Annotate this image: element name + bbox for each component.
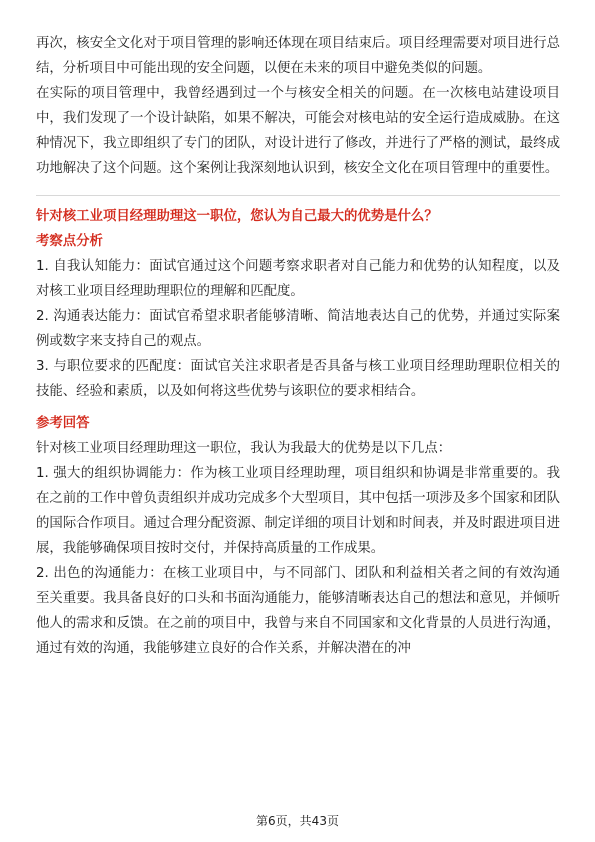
section-divider xyxy=(36,195,560,196)
body-paragraph: 再次，核安全文化对于项目管理的影响还体现在项目结束后。项目经理需要对项目进行总结，分析项目中可能出现的安全问题，以便在未来的项目中避免类似的问题。 xyxy=(36,36,560,76)
page-content xyxy=(36,31,560,661)
interview-question: 针对核工业项目经理助理这一职位，您认为自己最大的优势是什么？ xyxy=(36,209,438,224)
answer-item: 1. 强大的组织协调能力：作为核工业项目经理助理，项目组织和协调是非常重要的。我在之前的工作中曾负责组织并成功完成多个大型项目，其中包括一项涉及多个国家和团队的国际合作项目。通过合理分配资源、制定详细的项目计划和时间表，并及时跟进项目进展，我能够确保项目按时交付，并保持高质量的工作成果。 xyxy=(36,466,560,556)
answer-heading: 参考回答 xyxy=(36,416,90,431)
analysis-heading: 考察点分析 xyxy=(36,234,103,249)
page-number: 第6页，共43页 xyxy=(256,814,339,828)
analysis-item: 1. 自我认知能力：面试官通过这个问题考察求职者对自己能力和优势的认知程度，以及对核工业项目经理助理职位的理解和匹配度。 xyxy=(36,259,560,299)
body-paragraph: 在实际的项目管理中，我曾经遇到过一个与核安全相关的问题。在一次核电站建设项目中，我们发现了一个设计缺陷，如果不解决，可能会对核电站的安全运行造成威胁。在这种情况下，我立即组织了专门的团队，对设计进行了修改，并进行了严格的测试，最终成功地解决了这个问题。这个案例让我深刻地认识到，核安全文化在项目管理中的重要性。 xyxy=(36,86,560,176)
answer-item: 针对核工业项目经理助理这一职位，我认为我最大的优势是以下几点： xyxy=(36,441,452,456)
answer-item: 2. 出色的沟通能力：在核工业项目中，与不同部门、团队和利益相关者之间的有效沟通至关重要。我具备良好的口头和书面沟通能力，能够清晰表达自己的想法和意见，并倾听他人的需求和反馈。在之前的项目中，我曾与来自不同国家和文化背景的人员进行沟通，通过有效的沟通，我能够建立良好的合作关系，并解决潜在的冲 xyxy=(36,566,560,656)
analysis-item: 3. 与职位要求的匹配度：面试官关注求职者是否具备与核工业项目经理助理职位相关的技能、经验和素质，以及如何将这些优势与该职位的要求相结合。 xyxy=(36,359,560,399)
analysis-item: 2. 沟通表达能力：面试官希望求职者能够清晰、简洁地表达自己的优势，并通过实际案例或数字来支持自己的观点。 xyxy=(36,309,560,349)
section-gap xyxy=(36,404,560,411)
